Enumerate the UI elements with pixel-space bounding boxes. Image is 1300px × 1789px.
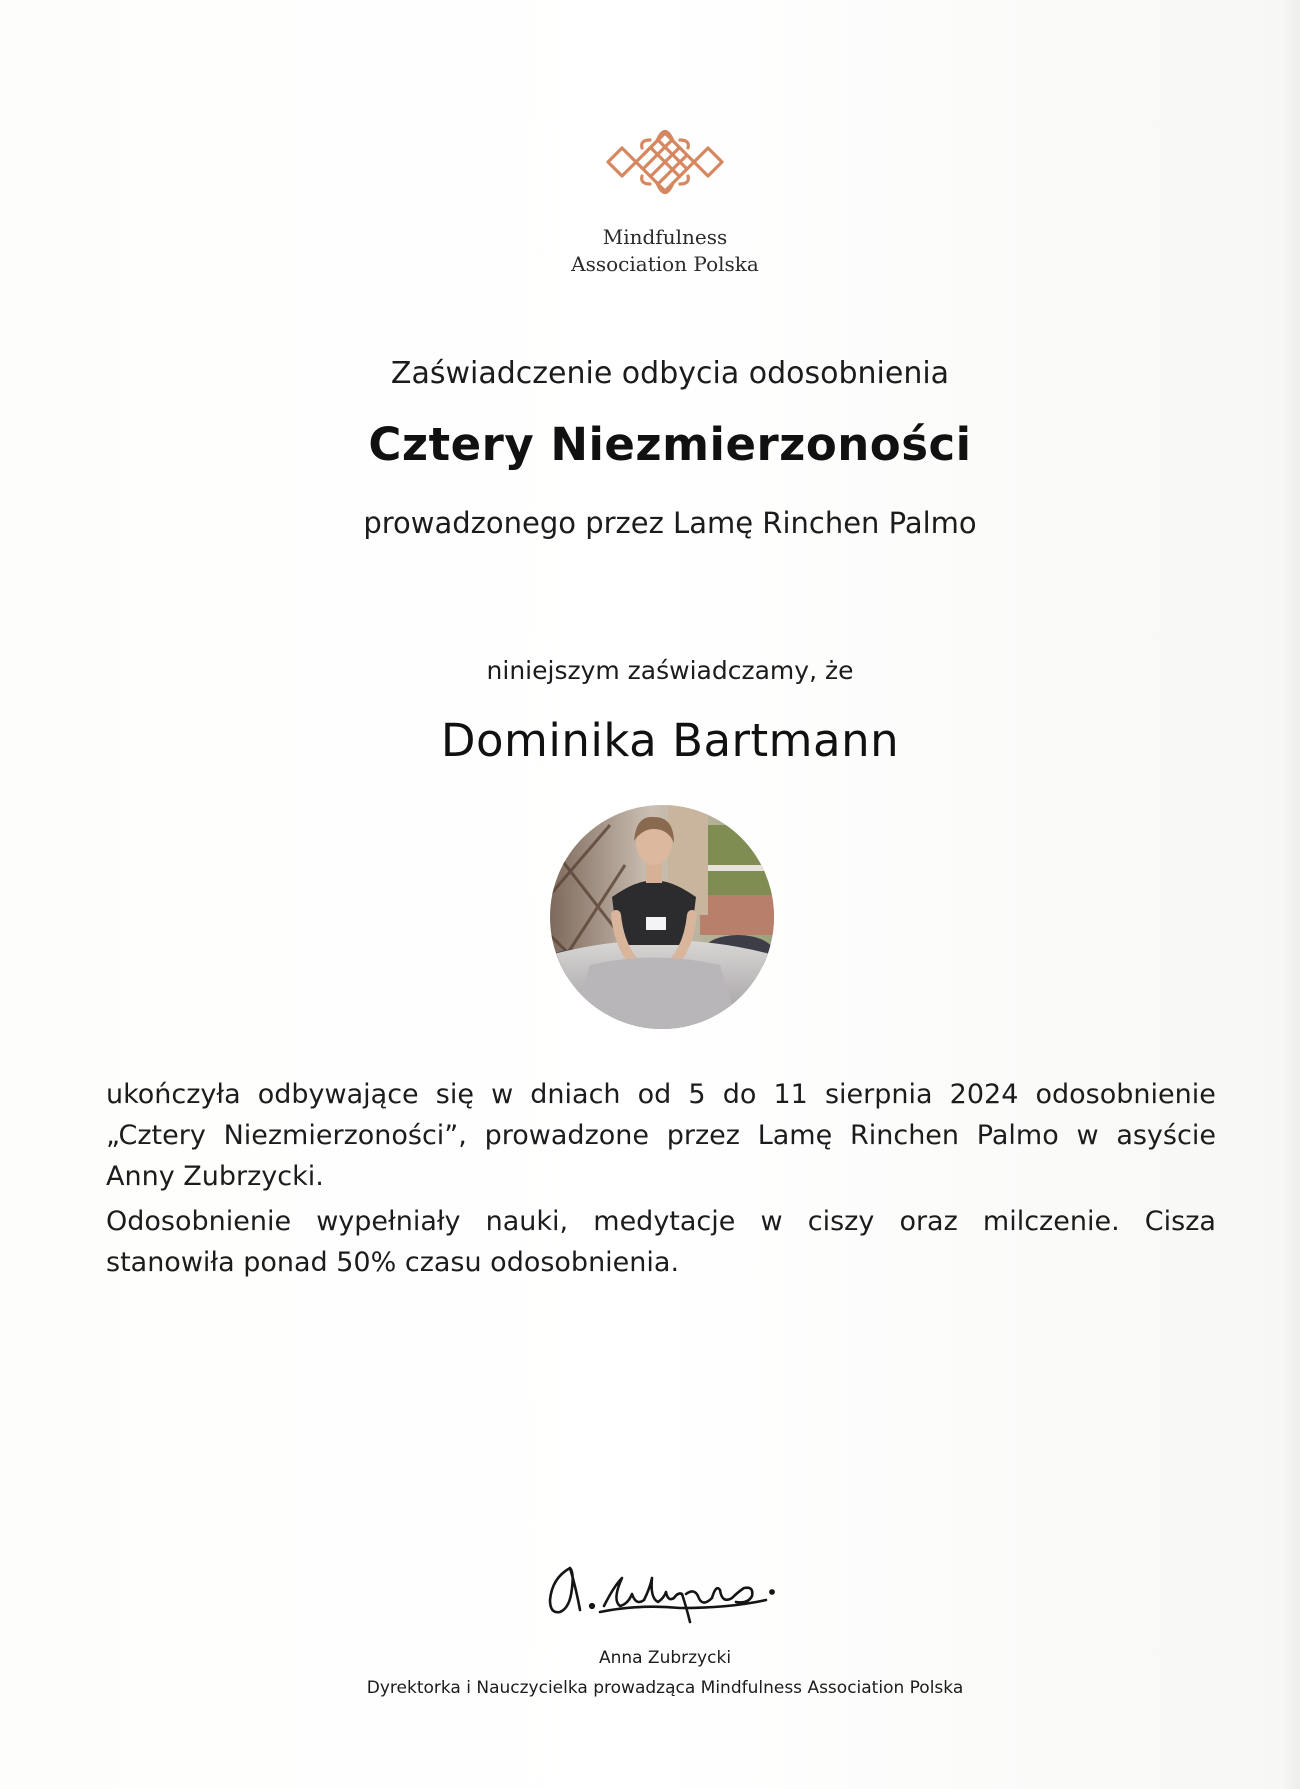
word: nauki, (485, 1206, 569, 1237)
word: odbywające (257, 1079, 419, 1110)
person-name: Dominika Bartmann (440, 714, 900, 767)
word: 11 (773, 1079, 808, 1110)
word: w (760, 1206, 783, 1237)
handwritten-signature (540, 1548, 790, 1630)
word: 5 (688, 1079, 706, 1110)
paragraph1-line1 (106, 1074, 1216, 1115)
word: „Cztery (106, 1120, 206, 1151)
word: oraz (899, 1206, 958, 1237)
paragraph-completion (106, 1074, 1216, 1197)
word: 2024 (949, 1079, 1019, 1110)
led-by-line: prowadzonego przez Lamę Rinchen Palmo (363, 506, 977, 540)
paragraph2-line1 (106, 1201, 1216, 1242)
word: Cisza (1144, 1206, 1216, 1237)
certificate-title: Zaświadczenie odbycia odosobnienia (390, 356, 950, 391)
word: Lamę (757, 1120, 833, 1151)
endless-knot-icon (602, 120, 728, 204)
word: asyście (1116, 1120, 1216, 1151)
word: ciszy (807, 1206, 875, 1237)
word: w (491, 1079, 514, 1110)
word: się (435, 1079, 474, 1110)
organization-name-line2: Association Polska (571, 252, 759, 276)
word: odosobnienie (1035, 1079, 1216, 1110)
word: Rinchen (849, 1120, 960, 1151)
word: ukończyła (106, 1079, 241, 1110)
word: Palmo (976, 1120, 1059, 1151)
paragraph1-line2 (106, 1115, 1216, 1156)
paragraph1-line3: Anny Zubrzycki. (106, 1161, 324, 1192)
word: medytacje (593, 1206, 736, 1237)
word: przez (666, 1120, 740, 1151)
word: w (1076, 1120, 1099, 1151)
word: milczenie. (982, 1206, 1120, 1237)
organization-name-line1: Mindfulness (602, 225, 728, 249)
participant-photo (550, 805, 774, 1029)
word: Niezmierzoności”, (223, 1120, 467, 1151)
paragraph-description (106, 1201, 1216, 1283)
word: dniach (530, 1079, 621, 1110)
word: prowadzone (484, 1120, 649, 1151)
word: do (722, 1079, 757, 1110)
word: sierpnia (824, 1079, 933, 1110)
signer-name: Anna Zubrzycki (598, 1648, 732, 1668)
retreat-name: Cztery Niezmierzoności (368, 418, 972, 471)
word: Odosobnienie (106, 1206, 292, 1237)
signer-role: Dyrektorka i Nauczycielka prowadząca Mindfulness Association Polska (366, 1678, 964, 1698)
word: od (637, 1079, 672, 1110)
scan-edge (1282, 0, 1300, 1789)
paragraph2-line2: stanowiła ponad 50% czasu odosobnienia. (106, 1247, 680, 1278)
intro-line: niniejszym zaświadczamy, że (486, 656, 854, 685)
word: wypełniały (316, 1206, 461, 1237)
